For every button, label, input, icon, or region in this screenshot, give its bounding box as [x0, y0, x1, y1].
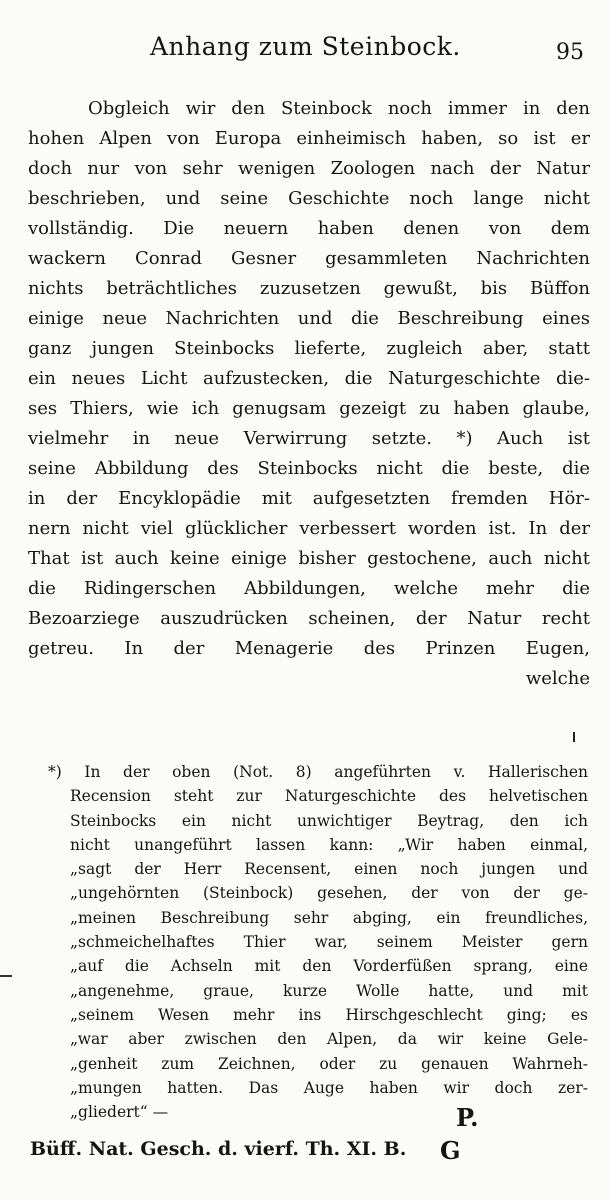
text-line: beschrieben, und seine Geschichte noch lange nicht [28, 188, 590, 209]
footnote-line: „seinem Wesen mehr ins Hirschgeschlecht ging; es [70, 1005, 588, 1024]
text-line: nichts beträchtliches zuzusetzen gewußt, bis Büffon [28, 278, 590, 299]
footnote-line: „gliedert“ — [70, 1103, 169, 1122]
text-line: vielmehr in neue Verwirrung setzte. *) Auch ist [28, 428, 590, 449]
signature-mark: Büff. Nat. Gesch. d. vierf. Th. XI. B. [30, 1138, 407, 1160]
text-line: einige neue Nachrichten und die Beschreibung eines [28, 308, 590, 329]
text-line: seine Abbildung des Steinbocks nicht die beste, die [28, 458, 590, 479]
text-line: That ist auch keine einige bisher gestochene, auch nicht [28, 548, 590, 569]
page-header [0, 28, 611, 72]
text-line: hohen Alpen von Europa einheimisch haben, so ist er [28, 128, 590, 149]
footnote-line: „meinen Beschreibung sehr abging, ein freundliches, [70, 908, 588, 927]
text-line: doch nur von sehr wenigen Zoologen nach der Natur [28, 158, 590, 179]
footnote-line: „auf die Achseln mit den Vorderfüßen sprang, eine [70, 957, 588, 976]
page-number: 95 [556, 40, 584, 65]
text-line: ein neues Licht aufzustecken, die Naturgeschichte die- [28, 368, 590, 389]
text-line: getreu. In der Menagerie des Prinzen Eugen, [28, 638, 590, 659]
text-line: in der Encyklopädie mit aufgesetzten fremden Hör- [28, 488, 590, 509]
main-text [28, 94, 590, 694]
footnote-line: Recension steht zur Naturgeschichte des helvetischen [70, 787, 588, 806]
footnote-sign: P. [456, 1103, 479, 1132]
footnote-line: „ungehörnten (Steinbock) gesehen, der von der ge- [70, 884, 588, 903]
catchword: welche [525, 668, 590, 689]
signature-letter: G [440, 1136, 461, 1165]
text-line: Obgleich wir den Steinbock noch immer in den [88, 98, 590, 119]
footnote-line: „schmeichelhaftes Thier war, seinem Meister gern [70, 933, 588, 952]
text-line: Bezoarziege auszudrücken scheinen, der Natur recht [28, 608, 590, 629]
footnote-line: Steinbocks ein nicht unwichtiger Beytrag, den ich [70, 811, 588, 830]
print-mark [573, 732, 575, 742]
margin-mark [0, 975, 12, 977]
footnote-line: „mungen hatten. Das Auge haben wir doch zer- [70, 1078, 588, 1097]
text-line: nern nicht viel glücklicher verbessert worden ist. In der [28, 518, 590, 539]
footnote-line: *) In der oben (Not. 8) angeführten v. Hallerischen [48, 763, 588, 781]
text-line: wackern Conrad Gesner gesammleten Nachrichten [28, 248, 590, 269]
text-line: die Ridingerschen Abbildungen, welche mehr die [28, 578, 590, 599]
running-head: Anhang zum Steinbock. [150, 32, 461, 61]
footnote-line: „angenehme, graue, kurze Wolle hatte, und mit [70, 981, 588, 1000]
footnote [48, 760, 588, 1124]
footnote-line: nicht unangeführt lassen kann: „Wir haben einmal, [70, 835, 588, 854]
footnote-line: „war aber zwischen den Alpen, da wir keine Gele- [70, 1030, 588, 1049]
text-line: ganz jungen Steinbocks lieferte, zugleich aber, statt [28, 338, 590, 359]
text-line: vollständig. Die neuern haben denen von dem [28, 218, 590, 239]
footnote-line: „genheit zum Zeichnen, oder zu genauen Wahrneh- [70, 1054, 588, 1073]
footnote-line: „sagt der Herr Recensent, einen noch jungen und [70, 860, 588, 879]
text-line: ses Thiers, wie ich genugsam gezeigt zu haben glaube, [28, 398, 590, 419]
